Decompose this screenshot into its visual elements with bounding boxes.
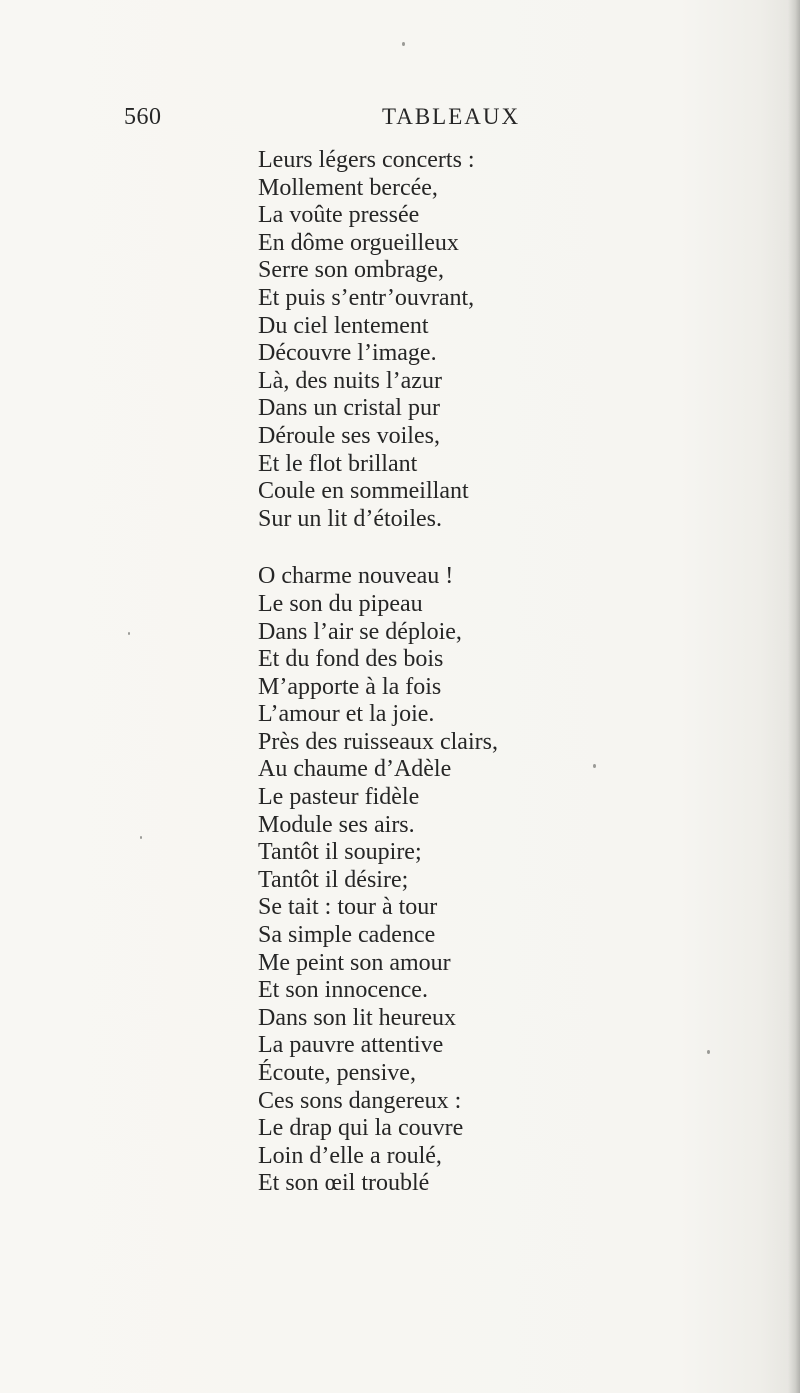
poem-line: O charme nouveau !	[258, 563, 454, 590]
poem-line: Sur un lit d’étoiles.	[258, 505, 442, 532]
page-edge-shadow	[788, 0, 800, 1393]
ink-speck	[402, 42, 405, 46]
poem-line: Sa simple cadence	[258, 922, 436, 949]
poem-line: Me peint son amour	[258, 949, 451, 976]
poem-line: En dôme orgueilleux	[258, 229, 459, 256]
poem-line: Module ses airs.	[258, 811, 415, 838]
poem-line: Le son du pipeau	[258, 590, 423, 617]
poem-line: Découvre l’image.	[258, 340, 437, 367]
poem-line: Et du fond des bois	[258, 646, 444, 673]
page-header	[0, 104, 800, 134]
poem-line: Et son innocence.	[258, 977, 428, 1004]
page-number: 560	[124, 104, 162, 130]
poem-line: M’apporte à la fois	[258, 673, 442, 700]
poem-line: Se tait : tour à tour	[258, 894, 438, 921]
poem-line: Le pasteur fidèle	[258, 784, 420, 811]
poem-line: Mollement bercée,	[258, 174, 438, 201]
poem-line: Écoute, pensive,	[258, 1060, 416, 1086]
poem-line: Le drap qui la couvre	[258, 1115, 464, 1142]
poem-line: Et son œil troublé	[258, 1170, 430, 1197]
poem-line: Dans l’air se déploie,	[258, 618, 462, 645]
poem-line: Au chaume d’Adèle	[258, 756, 452, 783]
stanza-1	[258, 147, 778, 533]
poem-line: L’amour et la joie.	[258, 701, 435, 728]
poem-line: La voûte pressée	[258, 202, 420, 229]
poem-line: Dans un cristal pur	[258, 395, 440, 422]
poem-line: Tantôt il soupire;	[258, 839, 422, 866]
poem-line: Et le flot brillant	[258, 450, 418, 477]
ink-speck	[128, 632, 130, 635]
poem-line: Ces sons dangereux :	[258, 1087, 462, 1114]
poem-line: Déroule ses voiles,	[258, 422, 440, 449]
stanza-2	[258, 563, 778, 1198]
poem-line: Leurs légers concerts :	[258, 147, 475, 173]
poem-line: Du ciel lentement	[258, 312, 429, 339]
poem-line: Tantôt il désire;	[258, 866, 409, 893]
poem-line: Près des ruisseaux clairs,	[258, 728, 498, 755]
poem-line: Et puis s’entr’ouvrant,	[258, 284, 475, 311]
ink-speck	[140, 836, 142, 839]
poem-line: Là, des nuits l’azur	[258, 367, 442, 394]
poem-line: La pauvre attentive	[258, 1032, 444, 1059]
poem-line: Dans son lit heureux	[258, 1004, 456, 1031]
poem-line: Serre son ombrage,	[258, 257, 444, 284]
poem-line: Loin d’elle a roulé,	[258, 1142, 442, 1169]
poem-body	[258, 147, 778, 1198]
running-title: TABLEAUX	[382, 104, 521, 129]
poem-line: Coule en sommeillant	[258, 478, 469, 505]
